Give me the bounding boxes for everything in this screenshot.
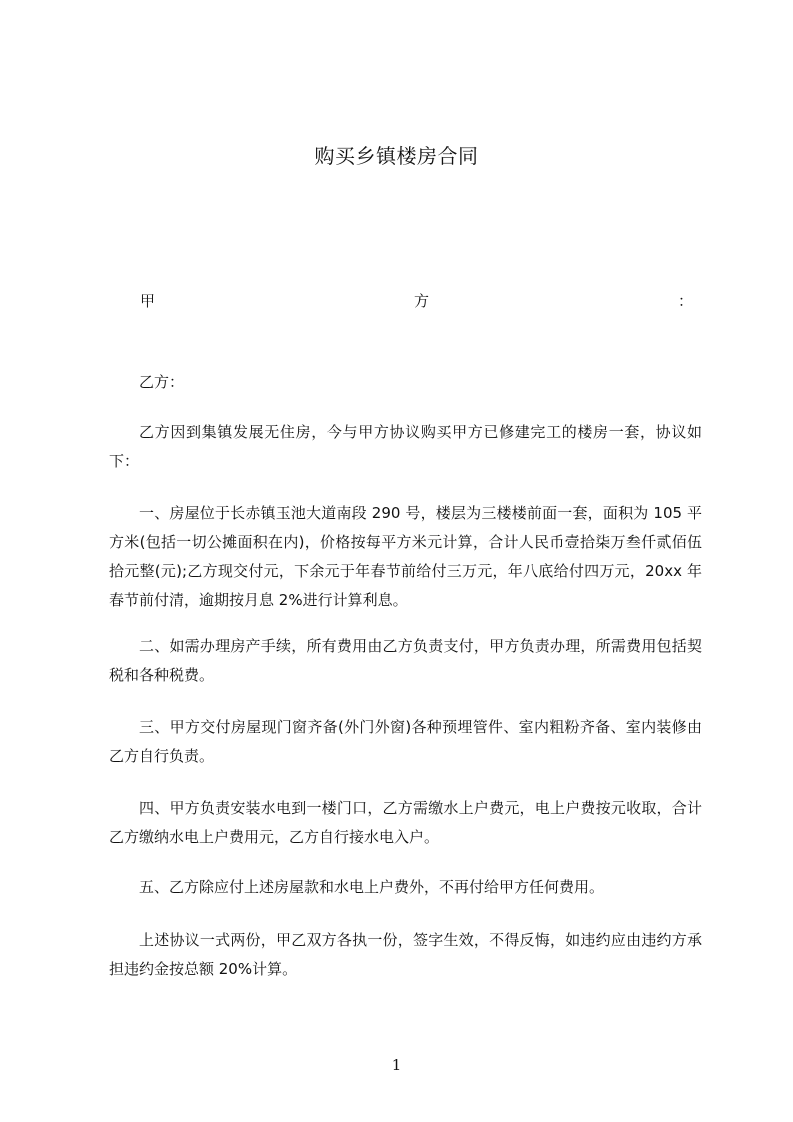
closing-paragraph: 上述协议一式两份，甲乙双方各执一份，签字生效，不得反悔，如违约应由违约方承担违约金按总额 20%计算。 <box>109 931 702 978</box>
clause-5: 五、乙方除应付上述房屋款和水电上户费外，不再付给甲方任何费用。 <box>139 878 605 896</box>
party-a-line <box>140 289 693 313</box>
document-title: 购买乡镇楼房合同 <box>314 144 479 168</box>
clause-4: 四、甲方负责安装水电到一楼门口，乙方需缴水上户费元，电上户费按元收取，合计乙方缴纳水电上户费用元，乙方自行接水电入户。 <box>109 799 702 846</box>
clause-2: 二、如需办理房产手续，所有费用由乙方负责支付，甲方负责办理，所需费用包括契税和各种税费。 <box>109 637 702 684</box>
page-number: 1 <box>391 1056 402 1074</box>
party-a-colon: ： <box>677 292 693 310</box>
party-a-label-char-2: 方 <box>413 292 429 310</box>
party-a-label-char-1: 甲 <box>140 292 156 310</box>
clause-1: 一、房屋位于长赤镇玉池大道南段 290 号，楼层为三楼楼前面一套，面积为 105 平方米(包括一切公摊面积在内)，价格按每平方米元计算，合计人民币壹拾柒万叁仟贰佰伍拾元整(元);乙方现交付元，下余元于年春节前给付三万元，年八底给付四万元，20xx 年春节前付清，逾期按月息 2%进行计算利息。 <box>109 504 702 609</box>
intro-paragraph: 乙方因到集镇发展无住房，今与甲方协议购买甲方已修建完工的楼房一套，协议如下： <box>109 423 702 470</box>
party-b-line: 乙方： <box>139 373 185 391</box>
clause-3: 三、甲方交付房屋现门窗齐备(外门外窗)各种预埋管件、室内粗粉齐备、室内装修由乙方自行负责。 <box>109 718 702 765</box>
